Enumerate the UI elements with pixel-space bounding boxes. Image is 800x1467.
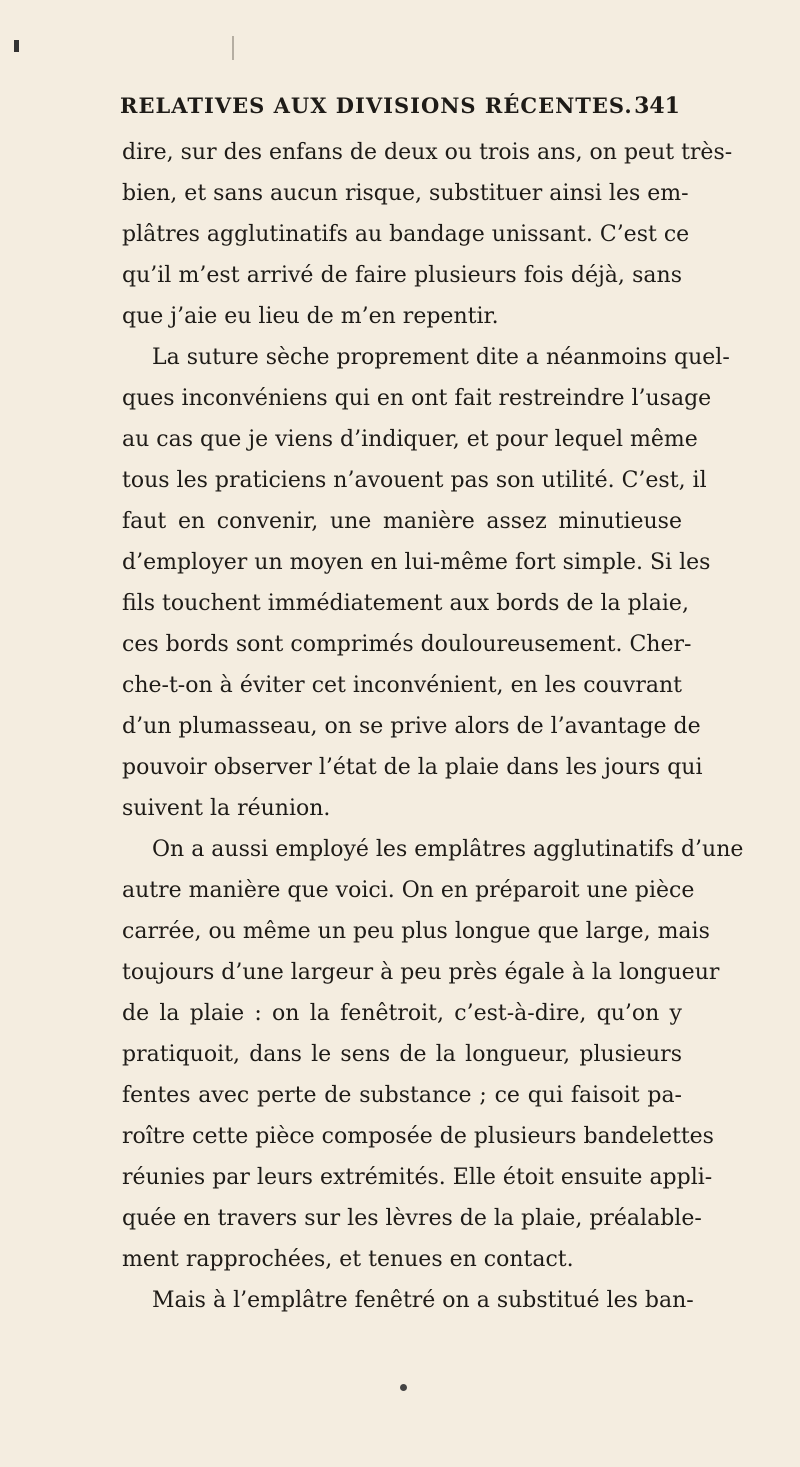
text-line: quée en travers sur les lèvres de la plaie, préalable- [122, 1206, 702, 1231]
text-line: au cas que je viens d’indiquer, et pour lequel même [122, 427, 698, 452]
text-line: On a aussi employé les emplâtres agglutinatifs d’une [152, 837, 744, 862]
text-line: d’un plumasseau, on se prive alors de l’avantage de [122, 714, 701, 739]
page-header [120, 93, 680, 123]
text-line: que j’aie eu lieu de m’en repentir. [122, 304, 499, 329]
running-head: RELATIVES AUX DIVISIONS RÉCENTES. [120, 93, 633, 118]
text-line: qu’il m’est arrivé de faire plusieurs fois déjà, sans [122, 263, 682, 288]
text-line: dire, sur des enfans de deux ou trois ans, on peut très- [122, 140, 733, 165]
text-line: autre manière que voici. On en préparoit une pièce [122, 878, 695, 903]
text-line: fentes avec perte de substance ; ce qui faisoit pa- [122, 1083, 682, 1108]
text-line: ques inconvéniens qui en ont fait restreindre l’usage [122, 386, 712, 411]
text-line: La suture sèche proprement dite a néanmoins quel- [152, 345, 730, 370]
paper-blemish [400, 1384, 407, 1391]
page-number: 341 [634, 93, 680, 119]
text-line: de la plaie : on la fenêtroit, c’est-à-dire, qu’on y [122, 1001, 682, 1026]
paper-blemish [14, 40, 19, 52]
text-line: d’employer un moyen en lui-même fort simple. Si les [122, 550, 711, 575]
text-line: ment rapprochées, et tenues en contact. [122, 1247, 574, 1272]
text-line: ces bords sont comprimés douloureusement. Cher- [122, 632, 692, 657]
text-line: roître cette pièce composée de plusieurs bandelettes [122, 1124, 714, 1149]
text-line: suivent la réunion. [122, 796, 331, 821]
text-line: che-t-on à éviter cet inconvénient, en les couvrant [122, 673, 682, 698]
text-line: pouvoir observer l’état de la plaie dans les jours qui [122, 755, 703, 780]
text-line: faut en convenir, une manière assez minutieuse [122, 509, 682, 534]
text-line: plâtres agglutinatifs au bandage unissant. C’est ce [122, 222, 690, 247]
text-line: réunies par leurs extrémités. Elle étoit ensuite appli- [122, 1165, 713, 1190]
body-text [122, 132, 744, 1321]
text-line: tous les praticiens n’avouent pas son utilité. C’est, il [122, 468, 707, 493]
text-line: toujours d’une largeur à peu près égale à la longueur [122, 960, 720, 985]
paper-blemish [232, 36, 234, 60]
text-line: fils touchent immédiatement aux bords de la plaie, [122, 591, 689, 616]
text-line: Mais à l’emplâtre fenêtré on a substitué les ban- [152, 1288, 694, 1313]
text-line: pratiquoit, dans le sens de la longueur, plusieurs [122, 1042, 682, 1067]
text-line: carrée, ou même un peu plus longue que large, mais [122, 919, 710, 944]
text-line: bien, et sans aucun risque, substituer ainsi les em- [122, 181, 689, 206]
